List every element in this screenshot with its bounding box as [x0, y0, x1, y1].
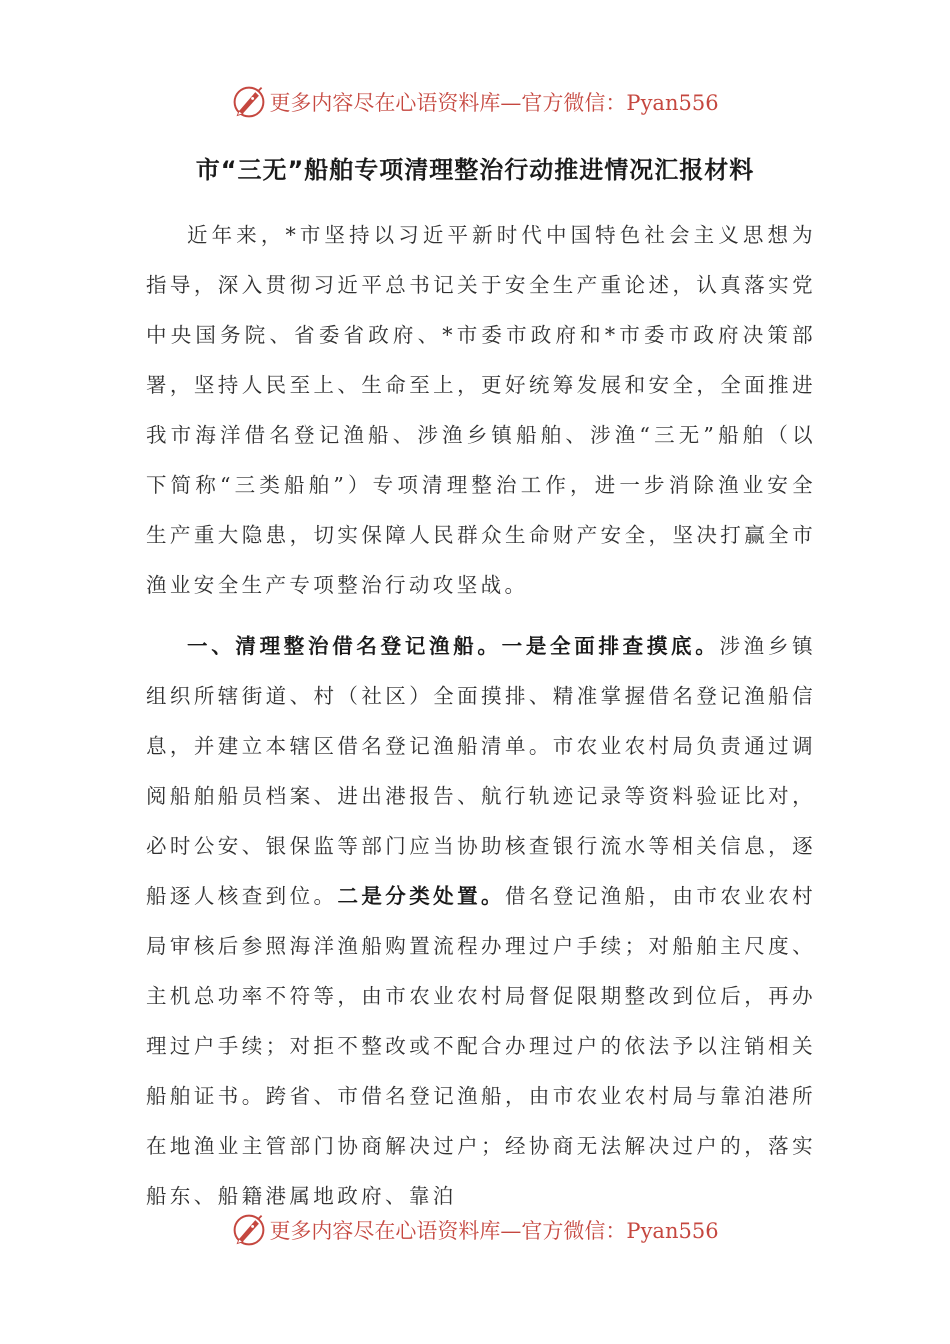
header-banner [0, 82, 950, 122]
section-1-paragraph [146, 621, 816, 1221]
page-title: 市“三无”船舶专项清理整治行动推进情况汇报材料 [195, 156, 755, 184]
pen-nib-logo-icon [231, 84, 267, 120]
point-2-label: 二是分类处置。 [337, 884, 505, 908]
footer-banner-text: 更多内容尽在心语资料库—官方微信：Pyan556 [269, 1219, 719, 1243]
section-1-heading: 一、清理整治借名登记渔船。 [187, 634, 502, 658]
point-2-text: 借名登记渔船，由市农业农村局审核后参照海洋渔船购置流程办理过户手续；对船舶主尺度、主机总功率不符等，由市农业农村局督促限期整改到位后，再办理过户手续；对拒不整改或不配合办理过户的依法予以注销相关船舶证书。跨省、市借名登记渔船，由市农业农村局与靠泊港所在地渔业主管部门协商解决过户；经协商无法解决过户的，落实船东、船籍港属地政府、靠泊 [146, 884, 816, 1208]
footer-banner [0, 1210, 950, 1250]
point-1-text: 涉渔乡镇组织所辖街道、村（社区）全面摸排、精准掌握借名登记渔船信息，并建立本辖区借名登记渔船清单。市农业农村局负责通过调阅船舶船员档案、进出港报告、航行轨迹记录等资料验证比对，必时公安、银保监等部门应当协助核查银行流水等相关信息，逐船逐人核查到位。 [146, 634, 816, 908]
intro-paragraph: 近年来，*市坚持以习近平新时代中国特色社会主义思想为指导，深入贯彻习近平总书记关于安全生产重论述，认真落实党中央国务院、省委省政府、*市委市政府和*市委市政府决策部署，坚持人民至上、生命至上，更好统筹发展和安全，全面推进我市海洋借名登记渔船、涉渔乡镇船舶、涉渔“三无”船舶（以下简称“三类船舶”）专项清理整治工作，进一步消除渔业安全生产重大隐患，切实保障人民群众生命财产安全，坚决打赢全市渔业安全生产专项整治行动攻坚战。 [146, 223, 816, 597]
pen-nib-logo-icon [231, 1212, 267, 1248]
header-banner-text: 更多内容尽在心语资料库—官方微信：Pyan556 [269, 91, 719, 115]
point-1-label: 一是全面排查摸底。 [501, 634, 720, 658]
